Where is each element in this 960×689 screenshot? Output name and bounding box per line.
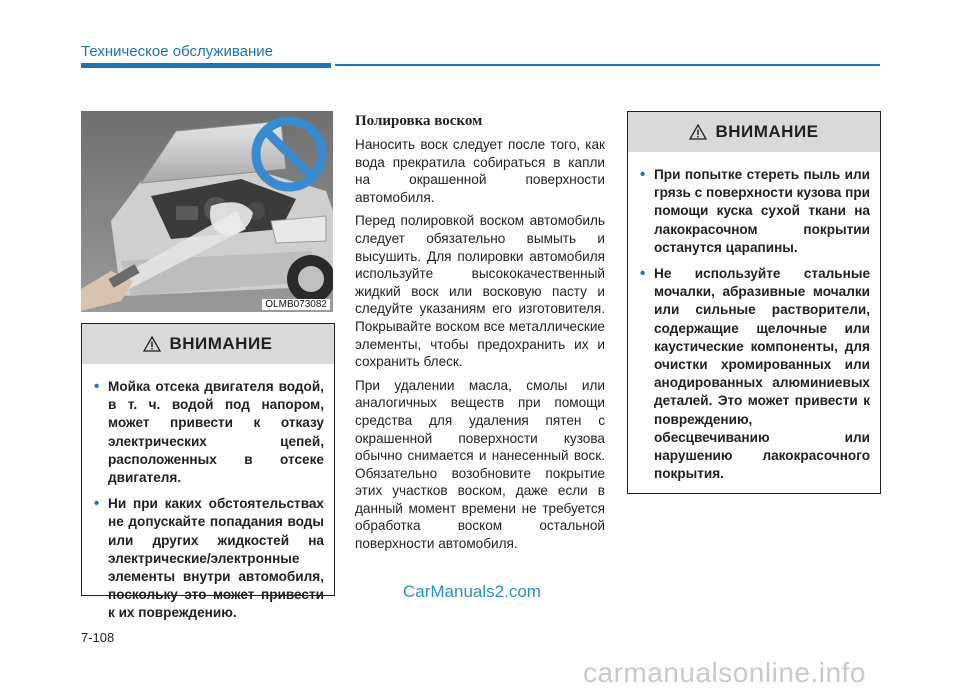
warning-box-cleaning	[627, 111, 881, 494]
paragraph: Перед полировкой воском автомобиль следует обязательно вымыть и высушить. Для полировки автомобиля используйте высококачественный жидкий воск или восковую пасту и следуйте указаниям его изготовителя. Покрывайте воском все металлические элементы, чтобы предохранить их и сохранить блеск.	[355, 213, 605, 370]
warning-title: ВНИМАНИЕ	[169, 334, 273, 353]
warning-title: ВНИМАНИЕ	[715, 122, 819, 141]
engine-washing-illustration	[81, 111, 333, 312]
engine-washing-photo	[81, 111, 333, 312]
watermark-footer: carmanualsonline.info	[583, 657, 866, 688]
warning-triangle-icon	[689, 124, 707, 140]
photo-caption: OLMB073082	[262, 299, 330, 310]
section-title: Полировка воском	[355, 113, 483, 129]
warning-triangle-icon	[143, 336, 161, 352]
warning-header	[628, 112, 880, 152]
warning-header	[82, 324, 334, 364]
warning-item: • Мойка отсека двигателя водой, в т. ч. водой под напором, может привести к отказу электрических цепей, расположенных в отсеке двигателя.	[94, 378, 324, 487]
watermark-link[interactable]: CarManuals2.com	[403, 582, 541, 601]
section-header-title: Техническое обслуживание	[81, 43, 273, 60]
warning-item: • Ни при каких обстоятельствах не допускайте попадания воды или других жидкостей на электрические/электронные элементы внутри автомобиля, поскольку это может привести к их повреждению.	[94, 495, 324, 622]
page-number: 7-108	[81, 630, 115, 645]
header-rule-thin	[335, 64, 880, 66]
paragraph: При удалении масла, смолы или аналогичных веществ при помощи средства для удаления пятен с окрашенной поверхности кузова обычно снимается и нанесенный воск. Обязательно возобновите покрытие этих участков воском, даже если в данный момент времени не требуется обработка воском остальной поверхности автомобиля.	[355, 377, 605, 552]
warning-item: • Не используйте стальные мочалки, абразивные мочалки или сильные растворители, содержащие щелочные или каустические компоненты, для очистки хромированных или анодированных алюминиевых деталей. Это может привести к повреждению, обесцвечиванию или нарушению лакокрасочного покрытия.	[640, 265, 870, 483]
warning-item: • При попытке стереть пыль или грязь с поверхности кузова при помощи куска сухой ткани на лакокрасочном покрытии останутся царапины.	[640, 166, 870, 257]
warning-list	[82, 364, 334, 623]
header-rule-thick	[81, 63, 331, 68]
warning-box-engine-washing	[81, 323, 335, 621]
waxing-section	[355, 113, 605, 559]
warning-list	[628, 152, 880, 483]
paragraph: Наносить воск следует после того, как вода прекратила собираться в капли на окрашенной поверхности автомобиля.	[355, 137, 605, 205]
